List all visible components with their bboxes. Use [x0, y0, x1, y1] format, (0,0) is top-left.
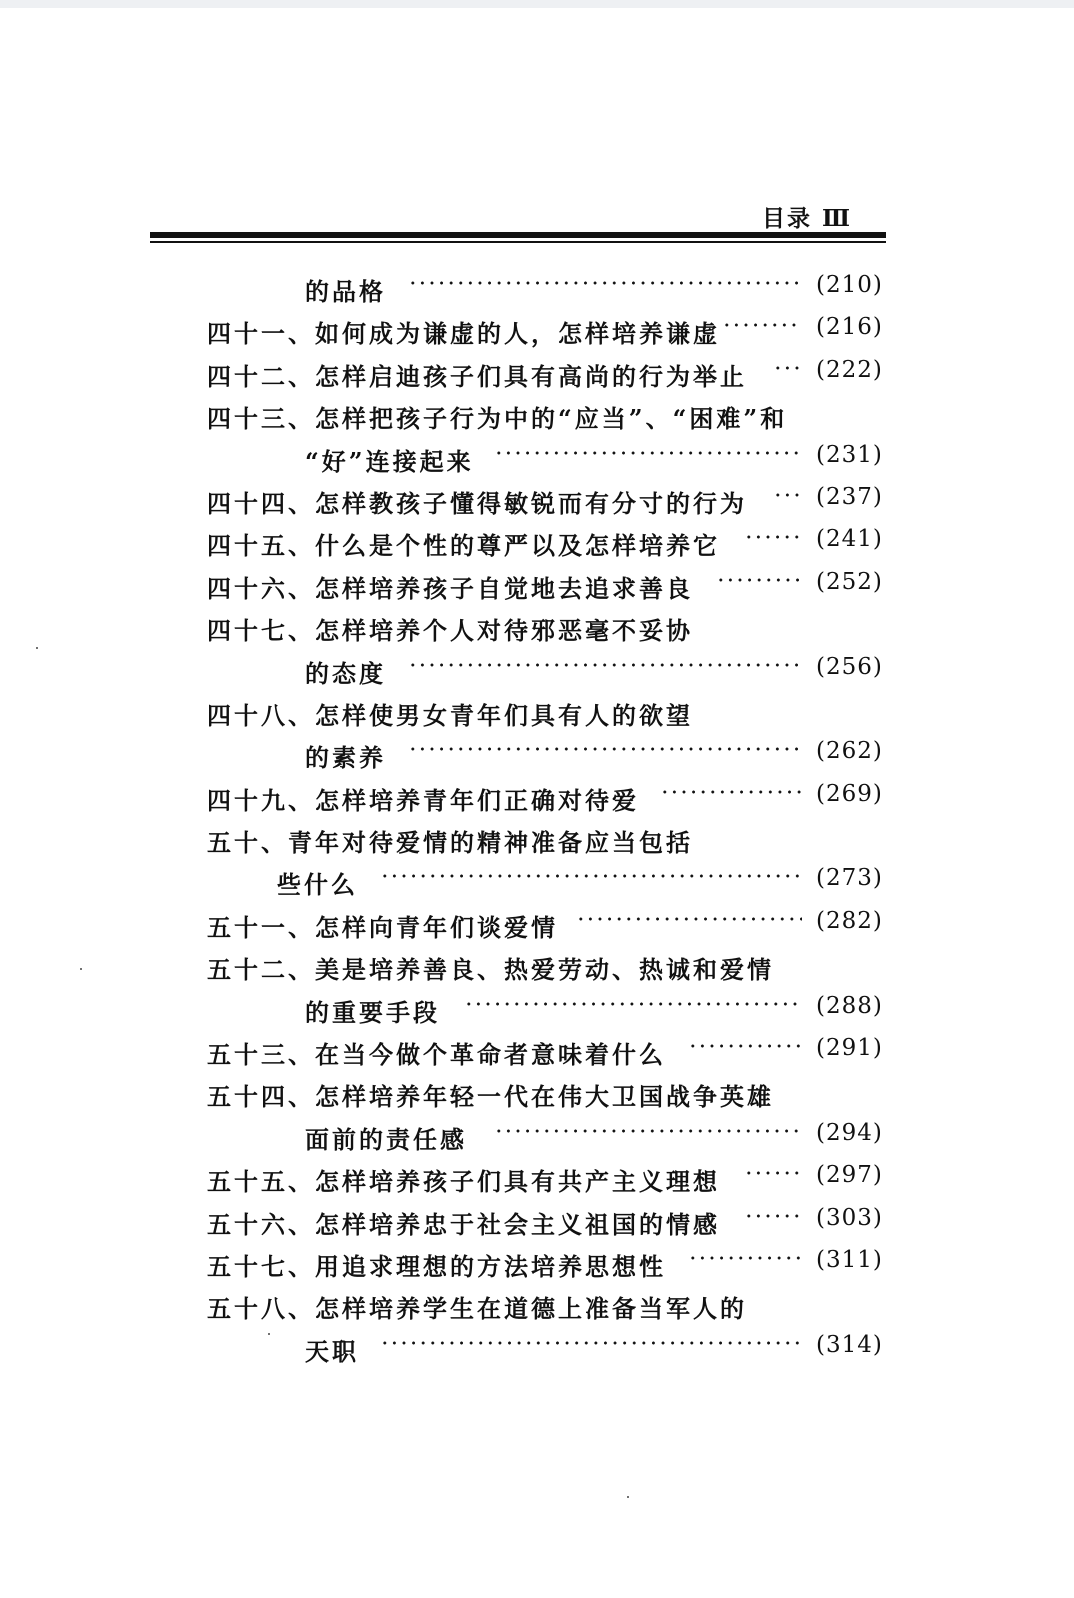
toc-page-number: (291) [816, 1035, 883, 1062]
toc-entry [0, 732, 1074, 774]
running-header [150, 196, 886, 232]
scan-speck [627, 1496, 629, 1498]
toc-entry-title: 四十八、怎样使男女青年们具有人的欲望 [207, 700, 693, 730]
toc-entry-title: 五十七、用追求理想的方法培养思想性 [207, 1251, 666, 1281]
leader-dots [773, 365, 802, 371]
toc-entry [0, 944, 1074, 986]
toc-entry-title: “好”连接起来 [305, 446, 474, 476]
toc-entry-title: 的素养 [305, 743, 386, 773]
toc-entry [0, 436, 1074, 478]
scan-top-band [0, 0, 1074, 8]
toc-entry [0, 987, 1074, 1029]
toc-page-number: (222) [816, 356, 883, 383]
toc-entry [0, 1241, 1074, 1283]
scan-speck [36, 647, 38, 649]
toc-entry [0, 1071, 1074, 1113]
leader-dots [722, 322, 802, 328]
toc-entry-title: 的重要手段 [305, 997, 440, 1027]
toc-page-number: (288) [816, 992, 883, 1019]
leader-dots [380, 1340, 802, 1346]
scan-speck [268, 1333, 270, 1335]
toc-page-number: (311) [816, 1246, 883, 1273]
toc-page-number: (241) [816, 526, 883, 553]
toc-entry-title: 四十三、怎样把孩子行为中的“应当”、“困难”和 [207, 404, 788, 434]
toc-entry-title: 天职 [305, 1336, 359, 1366]
toc-page-number: (256) [816, 653, 883, 680]
leader-dots [744, 1213, 802, 1219]
leader-dots [408, 280, 802, 286]
toc-entry [0, 605, 1074, 647]
toc-page-number: (297) [816, 1162, 883, 1189]
leader-dots [688, 1255, 802, 1261]
toc-page-number: (216) [816, 314, 883, 341]
toc-entry [0, 902, 1074, 944]
toc-entry-title: 五十二、美是培养善良、热爱劳动、热诚和爱情 [207, 955, 774, 985]
toc-entry [0, 690, 1074, 732]
toc-entry [0, 817, 1074, 859]
toc-entry-title: 五十一、怎样向青年们谈爱情 [207, 912, 558, 942]
toc-entry-title: 五十四、怎样培养年轻一代在伟大卫国战争英雄 [207, 1082, 774, 1112]
leader-dots [660, 789, 802, 795]
leader-dots [380, 873, 802, 879]
toc-entry-title: 四十六、怎样培养孩子自觉地去追求善良 [207, 573, 693, 603]
toc-entry [0, 563, 1074, 605]
toc-entry [0, 308, 1074, 350]
toc-entry-title: 些什么 [277, 870, 358, 900]
header-rule-thick [150, 232, 886, 238]
leader-dots [688, 1043, 802, 1049]
toc-entry-title: 的品格 [305, 277, 386, 306]
toc-page-number: (269) [816, 780, 883, 807]
toc-entry [0, 859, 1074, 901]
toc-entry-title: 的态度 [305, 658, 386, 688]
toc-entry [0, 648, 1074, 690]
toc-page-number: (231) [816, 441, 883, 468]
toc-entry-title: 五十三、在当今做个革命者意味着什么 [207, 1040, 666, 1070]
toc-entry-title: 五十五、怎样培养孩子们具有共产主义理想 [207, 1167, 720, 1197]
toc-entry [0, 1326, 1074, 1368]
toc-entry [0, 478, 1074, 520]
toc-page-number: (262) [816, 738, 883, 765]
header-rule-thin [150, 241, 886, 243]
leader-dots [744, 534, 802, 540]
toc-entry-title: 四十二、怎样启迪孩子们具有高尚的行为举止 [207, 361, 747, 391]
toc-entry [0, 1156, 1074, 1198]
toc-entry [0, 520, 1074, 562]
toc-entry-title: 五十、青年对待爱情的精神准备应当包括 [207, 828, 693, 858]
toc-page-number: (252) [816, 568, 883, 595]
toc-page-number: (237) [816, 483, 883, 510]
toc-entry-title: 四十一、如何成为谦虚的人，怎样培养谦虚 [207, 319, 720, 349]
leader-dots [408, 746, 802, 752]
toc-entry [0, 1029, 1074, 1071]
toc-entry-title: 四十七、怎样培养个人对待邪恶毫不妥协 [207, 616, 693, 646]
toc-entry-title: 五十六、怎样培养忠于社会主义祖国的情感 [207, 1209, 720, 1239]
toc-entry [0, 393, 1074, 435]
toc-page-number: (273) [816, 865, 883, 892]
toc-entry [0, 775, 1074, 817]
toc-entry [0, 351, 1074, 393]
toc-entry [0, 1199, 1074, 1241]
leader-dots [494, 1128, 802, 1134]
toc-entry-title: 五十八、怎样培养学生在道德上准备当军人的 [207, 1294, 747, 1324]
toc-entry-title: 四十九、怎样培养青年们正确对待爱 [207, 785, 639, 815]
toc-entry [0, 266, 1074, 308]
toc-page-number: (303) [816, 1204, 883, 1231]
toc-page-number: (210) [816, 272, 883, 298]
header-title: 目录 Ⅲ [761, 205, 852, 232]
toc-page-number: (314) [816, 1331, 883, 1358]
table-of-contents [0, 266, 1074, 1368]
toc-entry-title: 四十四、怎样教孩子懂得敏锐而有分寸的行为 [207, 488, 747, 518]
scan-speck [80, 968, 82, 970]
leader-dots [408, 662, 802, 668]
leader-dots [773, 492, 802, 498]
leader-dots [576, 916, 802, 922]
leader-dots [716, 577, 802, 583]
toc-entry-title: 四十五、什么是个性的尊严以及怎样培养它 [207, 531, 720, 561]
toc-page-number: (294) [816, 1119, 883, 1146]
leader-dots [464, 1001, 802, 1007]
leader-dots [494, 450, 802, 456]
leader-dots [744, 1170, 802, 1176]
toc-entry-title: 面前的责任感 [305, 1124, 467, 1154]
toc-page-number: (282) [816, 907, 883, 934]
toc-entry [0, 1283, 1074, 1325]
toc-entry [0, 1114, 1074, 1156]
